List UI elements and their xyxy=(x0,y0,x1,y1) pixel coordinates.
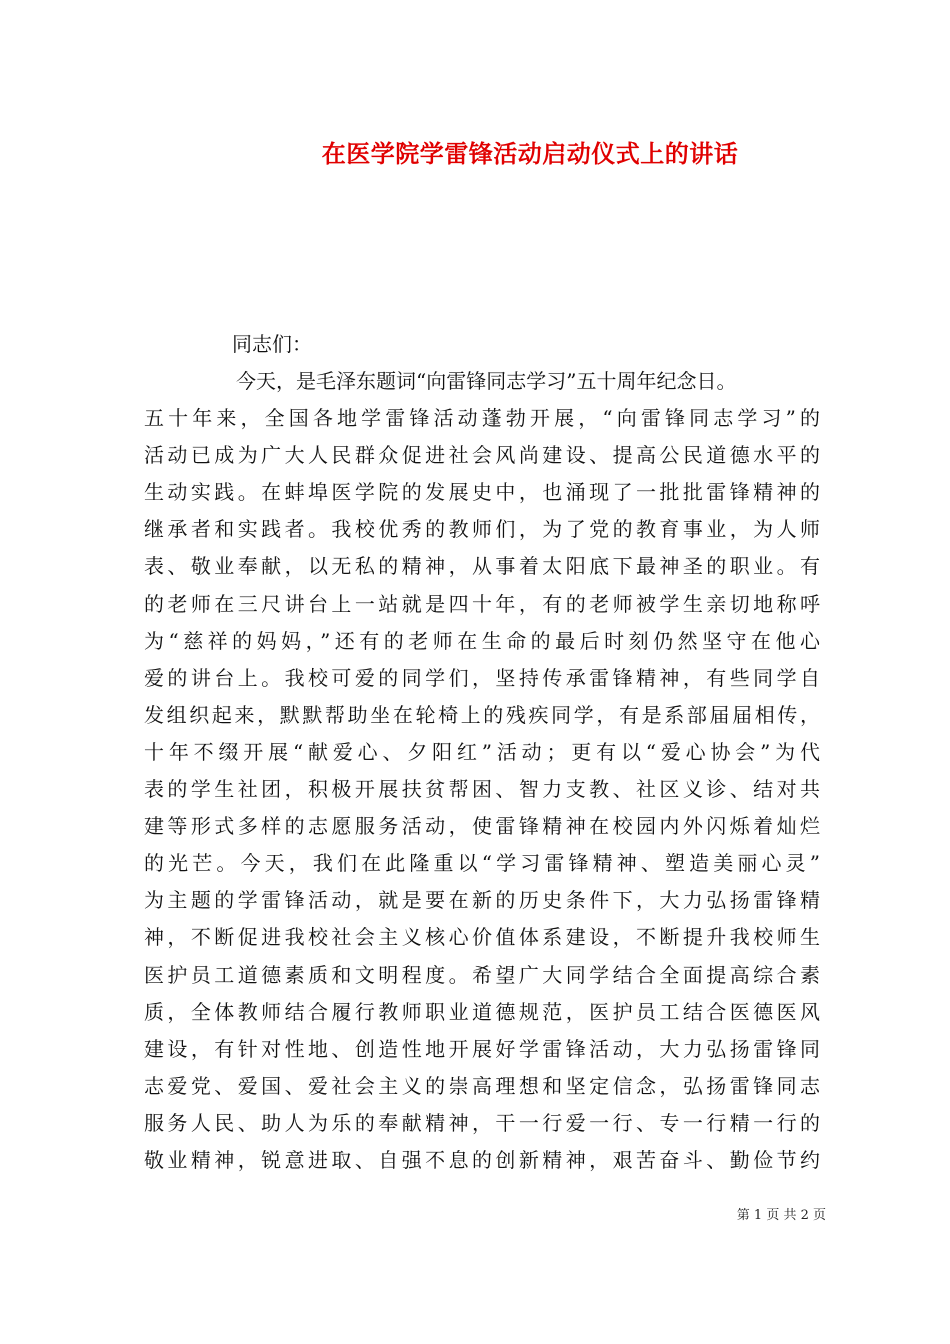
body-line: 表、敬业奉献，以无私的精神，从事着太阳底下最神圣的职业。有 xyxy=(144,554,820,579)
body-line: 生动实践。在蚌埠医学院的发展史中，也涌现了一批批雷锋精神的 xyxy=(144,480,820,505)
page-footer: 第 1 页 共 2 页 xyxy=(736,1208,826,1223)
body-line: 继承者和实践者。我校优秀的教师们，为了党的教育事业，为人师 xyxy=(144,517,820,542)
body-line: 服务人民、助人为乐的奉献精神，干一行爱一行、专一行精一行的 xyxy=(144,1110,820,1135)
body-line: 五十年来，全国各地学雷锋活动蓬勃开展，“向雷锋同志学习”的 xyxy=(144,406,820,431)
body-line: 敬业精神，锐意进取、自强不息的创新精神，艰苦奋斗、勤俭节约 xyxy=(144,1147,820,1172)
body-line: 表的学生社团，积极开展扶贫帮困、智力支教、社区义诊、结对共 xyxy=(144,777,820,802)
body-line: 今天，是毛泽东题词“向雷锋同志学习”五十周年纪念日。 xyxy=(236,369,737,393)
document-title: 在医学院学雷锋活动启动仪式上的讲话 xyxy=(321,139,739,168)
body-line: 为“慈祥的妈妈，”还有的老师在生命的最后时刻仍然坚守在他心 xyxy=(144,628,820,653)
body-line: 活动已成为广大人民群众促进社会风尚建设、提高公民道德水平的 xyxy=(144,443,820,468)
body-line: 建设，有针对性地、创造性地开展好学雷锋活动，大力弘扬雷锋同 xyxy=(144,1036,820,1061)
body-line: 为主题的学雷锋活动，就是要在新的历史条件下，大力弘扬雷锋精 xyxy=(144,888,820,913)
body-line: 质，全体教师结合履行教师职业道德规范，医护员工结合医德医风 xyxy=(144,999,820,1024)
body-line: 发组织起来，默默帮助坐在轮椅上的残疾同学，有是系部届届相传， xyxy=(144,702,820,727)
body-text xyxy=(144,363,820,1179)
body-line: 建等形式多样的志愿服务活动，使雷锋精神在校园内外闪烁着灿烂 xyxy=(144,814,820,839)
body-line: 十年不缀开展“献爱心、夕阳红”活动；更有以“爱心协会”为代 xyxy=(144,739,820,764)
greeting: 同志们： xyxy=(232,332,312,356)
body-line: 爱的讲台上。我校可爱的同学们，坚持传承雷锋精神，有些同学自 xyxy=(144,665,820,690)
body-line: 的老师在三尺讲台上一站就是四十年，有的老师被学生亲切地称呼 xyxy=(144,591,820,616)
body-line: 医护员工道德素质和文明程度。希望广大同学结合全面提高综合素 xyxy=(144,962,820,987)
body-line: 的光芒。今天，我们在此隆重以“学习雷锋精神、塑造美丽心灵” xyxy=(144,851,820,876)
body-line: 神，不断促进我校社会主义核心价值体系建设，不断提升我校师生 xyxy=(144,925,820,950)
body-line: 志爱党、爱国、爱社会主义的崇高理想和坚定信念，弘扬雷锋同志 xyxy=(144,1073,820,1098)
